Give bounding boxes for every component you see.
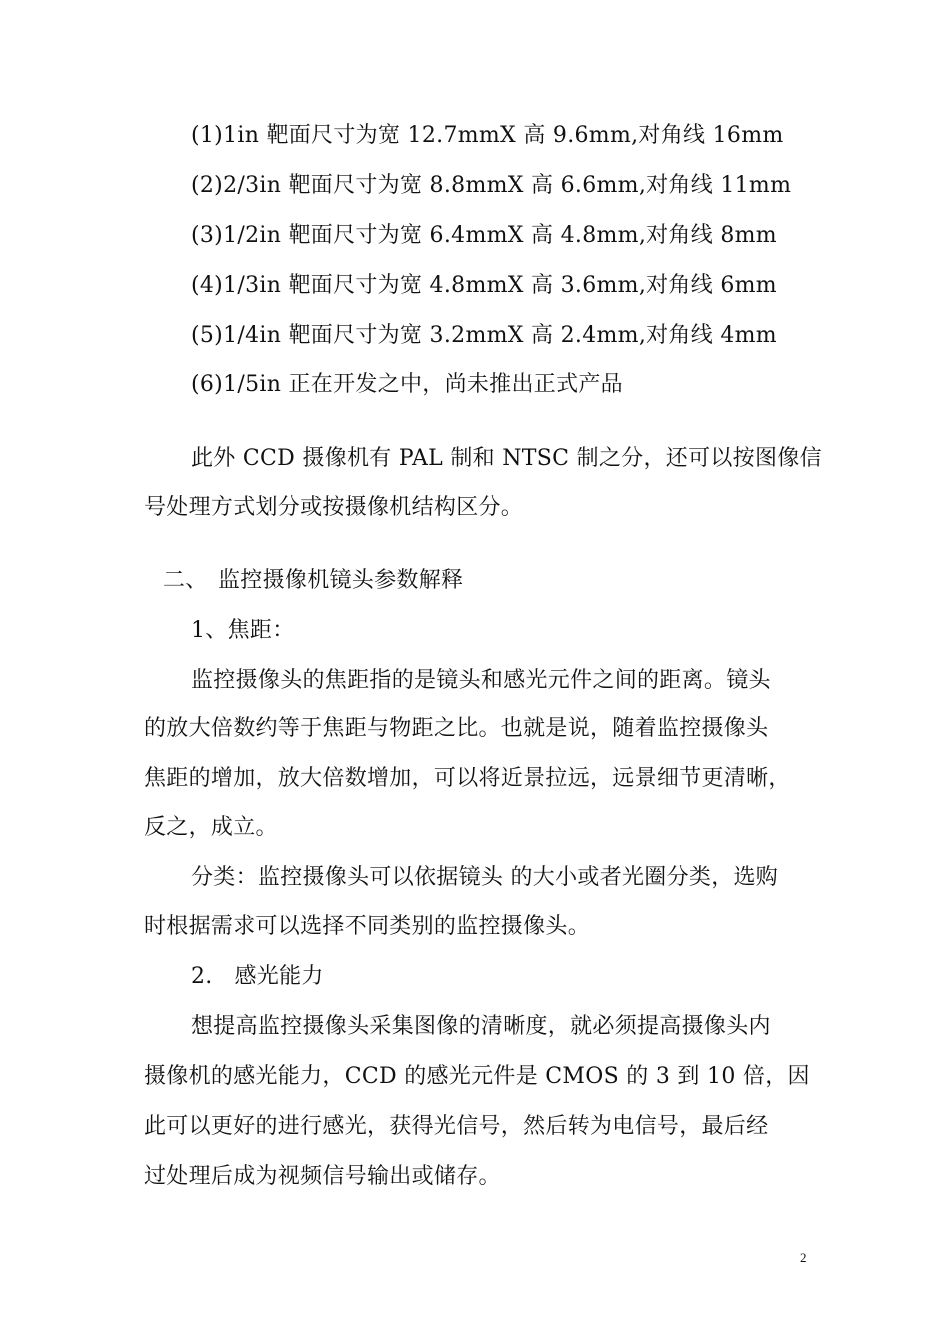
size-item-1: (1)1in 靶面尺寸为宽 12.7mmX 高 9.6mm,对角线 16mm: [191, 123, 784, 148]
section-number: 二、: [163, 568, 208, 593]
size-item-5: (5)1/4in 靶面尺寸为宽 3.2mmX 高 2.4mm,对角线 4mm: [191, 323, 777, 348]
page-number: 2: [800, 1250, 807, 1265]
para-focal-line-2: 的放大倍数约等于焦距与物距之比。也就是说，随着监控摄像头: [144, 716, 769, 741]
para-focal-line-1: 监控摄像头的焦距指的是镜头和感光元件之间的距离。镜头: [191, 668, 771, 693]
para-focal-line-4: 反之，成立。: [144, 815, 278, 840]
size-item-4: (4)1/3in 靶面尺寸为宽 4.8mmX 高 3.6mm,对角线 6mm: [191, 273, 777, 298]
para-ccd-line-2: 号处理方式划分或按摄像机结构区分。: [144, 495, 524, 520]
para-sense-line-2: 摄像机的感光能力，CCD 的感光元件是 CMOS 的 3 到 10 倍，因: [144, 1064, 810, 1089]
size-item-2: (2)2/3in 靶面尺寸为宽 8.8mmX 高 6.6mm,对角线 11mm: [191, 173, 792, 198]
para-classify-line-1: 分类：监控摄像头可以依据镜头 的大小或者光圈分类，选购: [191, 865, 779, 890]
para-sense-line-4: 过处理后成为视频信号输出或储存。: [144, 1164, 501, 1189]
para-sense-line-1: 想提高监控摄像头采集图像的清晰度，就必须提高摄像头内: [191, 1014, 771, 1039]
para-classify-line-2: 时根据需求可以选择不同类别的监控摄像头。: [144, 914, 591, 939]
size-item-6: (6)1/5in 正在开发之中，尚未推出正式产品: [191, 372, 623, 397]
size-item-3: (3)1/2in 靶面尺寸为宽 6.4mmX 高 4.8mm,对角线 8mm: [191, 223, 777, 248]
para-sense-line-3: 此可以更好的进行感光，获得光信号，然后转为电信号，最后经: [144, 1114, 769, 1139]
para-ccd-line-1: 此外 CCD 摄像机有 PAL 制和 NTSC 制之分，还可以按图像信: [191, 446, 822, 471]
sub2-heading: 2. 感光能力: [191, 964, 324, 989]
para-focal-line-3: 焦距的增加，放大倍数增加，可以将近景拉远，远景细节更清晰，: [144, 766, 791, 791]
section-title: 监控摄像机镜头参数解释: [218, 568, 464, 593]
sub1-heading: 1、焦距：: [191, 618, 295, 643]
